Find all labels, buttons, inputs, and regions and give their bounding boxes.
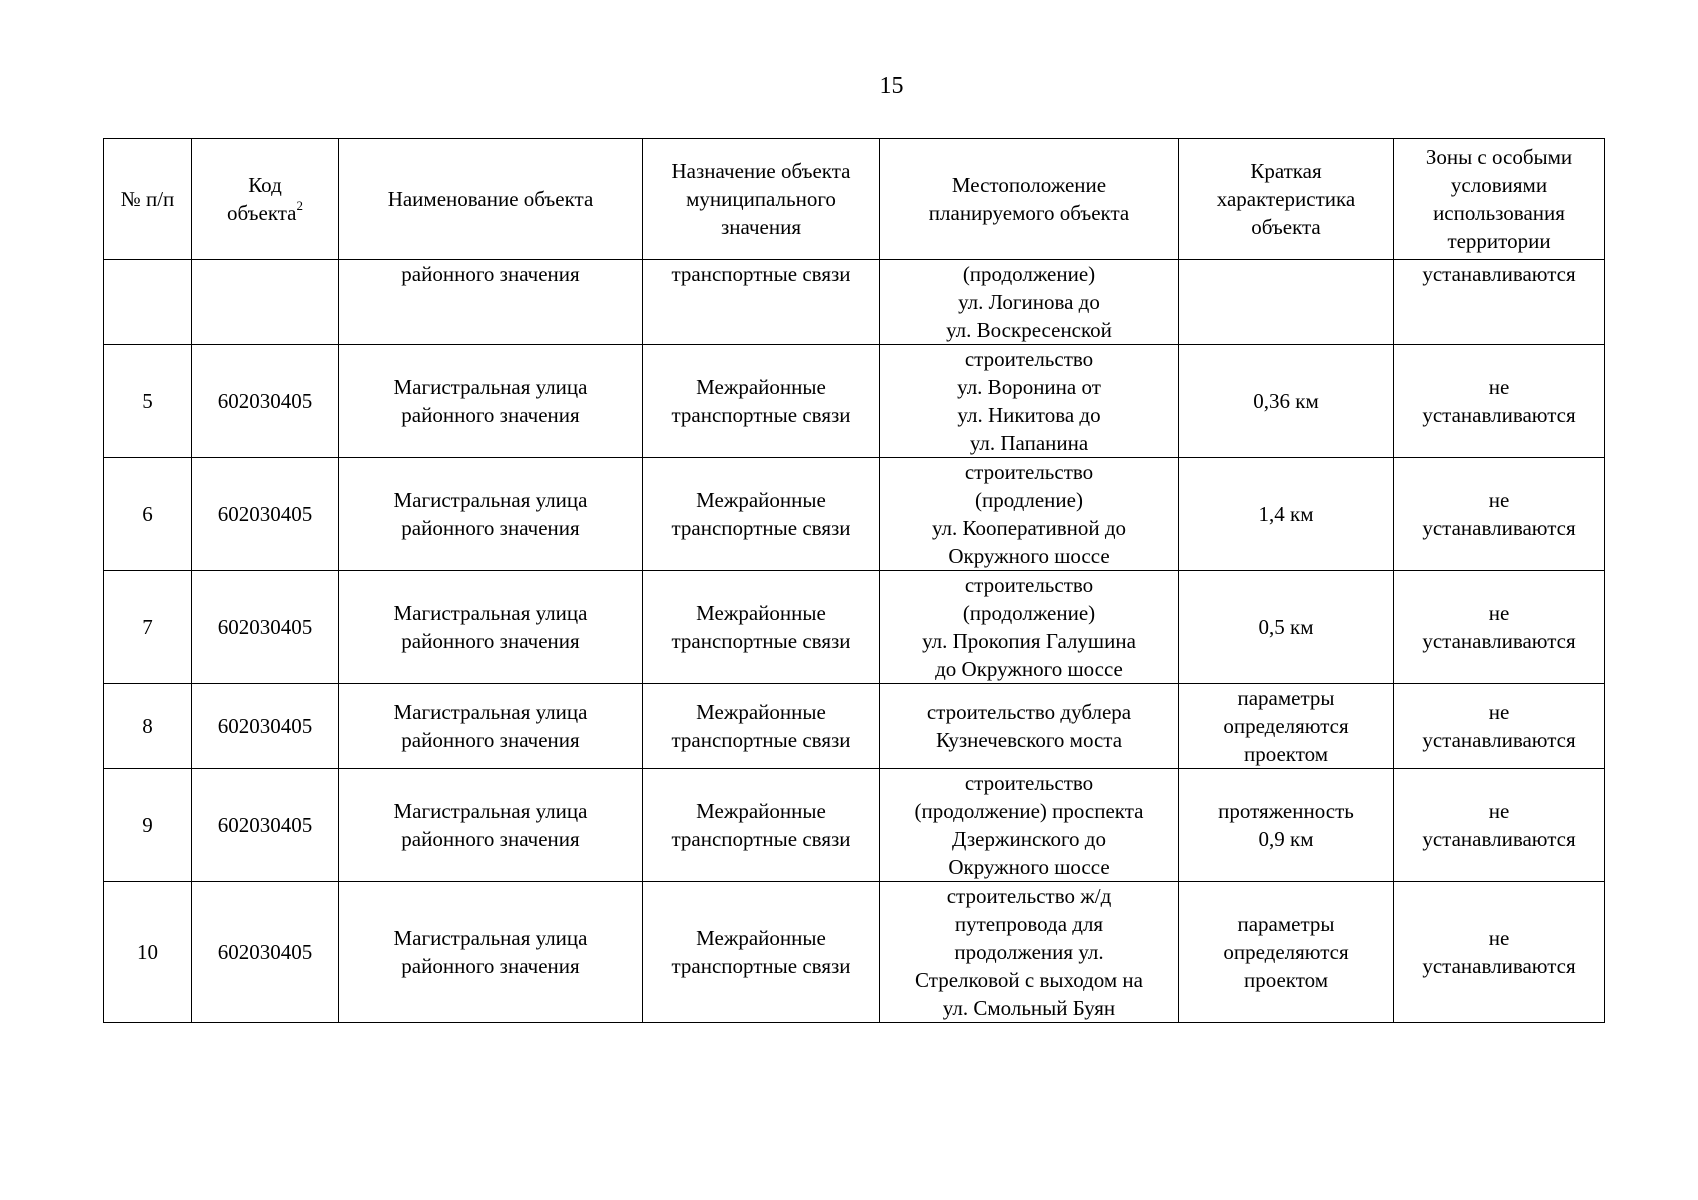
- cell-zones: не устанавливаются: [1394, 769, 1605, 882]
- cell-characteristic: [1179, 260, 1394, 345]
- cell-location: строительство (продление) ул. Кооперативной до Окружного шоссе: [880, 458, 1179, 571]
- cell-characteristic: протяженность 0,9 км: [1179, 769, 1394, 882]
- header-zones: Зоны с особыми условиями использования территории: [1394, 139, 1605, 260]
- cell-code: [192, 260, 339, 345]
- header-num: № п/п: [104, 139, 192, 260]
- cell-code: 602030405: [192, 684, 339, 769]
- cell-num: 10: [104, 882, 192, 1023]
- cell-location: строительство дублера Кузнечевского моста: [880, 684, 1179, 769]
- cell-purpose: Межрайонные транспортные связи: [643, 571, 880, 684]
- page-number: 15: [879, 73, 904, 99]
- header-code: Код объекта$^2$: [192, 139, 339, 260]
- cell-name: Магистральная улица районного значения: [339, 684, 643, 769]
- cell-num: 7: [104, 571, 192, 684]
- cell-purpose: транспортные связи: [643, 260, 880, 345]
- table-row: [104, 769, 1605, 882]
- table-row: [104, 345, 1605, 458]
- cell-num: 6: [104, 458, 192, 571]
- cell-name: Магистральная улица районного значения: [339, 458, 643, 571]
- cell-zones: не устанавливаются: [1394, 571, 1605, 684]
- header-purpose: Назначение объекта муниципального значения: [643, 139, 880, 260]
- cell-code: 602030405: [192, 571, 339, 684]
- cell-zones: не устанавливаются: [1394, 684, 1605, 769]
- cell-code: 602030405: [192, 345, 339, 458]
- cell-name: Магистральная улица районного значения: [339, 769, 643, 882]
- cell-zones: не устанавливаются: [1394, 882, 1605, 1023]
- footnote-marker: 2: [296, 198, 304, 213]
- cell-purpose: Межрайонные транспортные связи: [643, 684, 880, 769]
- cell-num: 8: [104, 684, 192, 769]
- table-row: [104, 571, 1605, 684]
- table-header-row: [104, 139, 1605, 260]
- cell-location: строительство ж/д путепровода для продолжения ул. Стрелковой с выходом на ул. Смольный Буян: [880, 882, 1179, 1023]
- table-row: [104, 458, 1605, 571]
- cell-num: [104, 260, 192, 345]
- cell-code: 602030405: [192, 882, 339, 1023]
- cell-name: районного значения: [339, 260, 643, 345]
- cell-code: 602030405: [192, 769, 339, 882]
- header-characteristic: Краткая характеристика объекта: [1179, 139, 1394, 260]
- table-row: [104, 684, 1605, 769]
- cell-purpose: Межрайонные транспортные связи: [643, 769, 880, 882]
- cell-num: 5: [104, 345, 192, 458]
- cell-location: строительство (продолжение) проспекта Дзержинского до Окружного шоссе: [880, 769, 1179, 882]
- cell-characteristic: 1,4 км: [1179, 458, 1394, 571]
- table-row: [104, 882, 1605, 1023]
- cell-location: (продолжение) ул. Логинова до ул. Воскресенской: [880, 260, 1179, 345]
- cell-name: Магистральная улица районного значения: [339, 882, 643, 1023]
- cell-purpose: Межрайонные транспортные связи: [643, 345, 880, 458]
- cell-zones: устанавливаются: [1394, 260, 1605, 345]
- table-row: [104, 260, 1605, 345]
- cell-zones: не устанавливаются: [1394, 345, 1605, 458]
- cell-characteristic: 0,5 км: [1179, 571, 1394, 684]
- cell-num: 9: [104, 769, 192, 882]
- cell-characteristic: параметры определяются проектом: [1179, 684, 1394, 769]
- cell-purpose: Межрайонные транспортные связи: [643, 882, 880, 1023]
- cell-purpose: Межрайонные транспортные связи: [643, 458, 880, 571]
- cell-zones: не устанавливаются: [1394, 458, 1605, 571]
- cell-location: строительство ул. Воронина от ул. Никитова до ул. Папанина: [880, 345, 1179, 458]
- cell-characteristic: параметры определяются проектом: [1179, 882, 1394, 1023]
- header-name: Наименование объекта: [339, 139, 643, 260]
- objects-table: [103, 138, 1605, 1023]
- cell-name: Магистральная улица районного значения: [339, 345, 643, 458]
- cell-location: строительство (продолжение) ул. Прокопия Галушина до Окружного шоссе: [880, 571, 1179, 684]
- header-location: Местоположение планируемого объекта: [880, 139, 1179, 260]
- cell-code: 602030405: [192, 458, 339, 571]
- cell-name: Магистральная улица районного значения: [339, 571, 643, 684]
- cell-characteristic: 0,36 км: [1179, 345, 1394, 458]
